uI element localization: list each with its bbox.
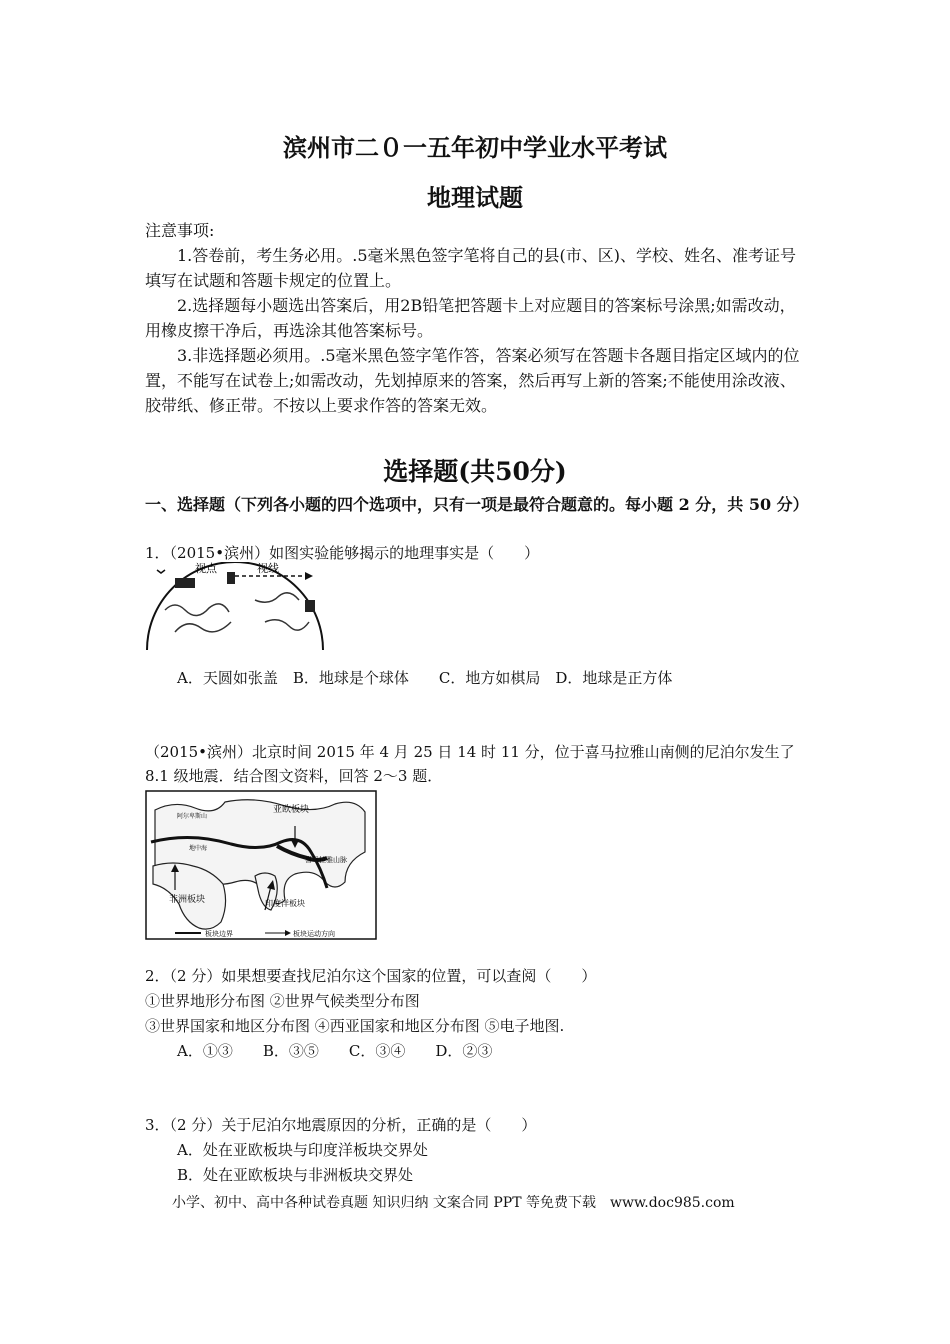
q2-choices-line-1: ①世界地形分布图 ②世界气候类型分布图	[145, 992, 420, 1010]
q3-stem: 3．（2 分）关于尼泊尔地震原因的分析，正确的是（ ）	[145, 1116, 537, 1134]
notice-item-3: 3.非选择题必须用。.5毫米黑色签字笔作答，答案必须写在答题卡各题目指定区域内的位置，不能写在试卷上;如需改动，先划掉原来的答案，然后再写上新的答案;不能使用涂改液、胶带纸、修正带。不按以上要求作答的答案无效。	[145, 346, 800, 415]
map-label-africa: 非洲板块	[169, 895, 206, 905]
map-label-alps: 阿尔卑斯山	[177, 813, 208, 820]
section-instruction: 一、选择题（下列各小题的四个选项中，只有一项是最符合题意的。每小题 2 分，共 50 分）	[145, 495, 809, 514]
intro-2-3: （2015•滨州）北京时间 2015 年 4 月 25 日 14 时 11 分，位于喜马拉雅山南侧的尼泊尔发生了 8.1 级地震．结合图文资料，回答 2～3 题．	[145, 743, 795, 785]
page-footer: 小学、初中、高中各种试卷真题 知识归纳 文案合同 PPT 等免费下载 www.doc985.com	[172, 1195, 735, 1211]
exam-title: 滨州市二０一五年初中学业水平考试	[283, 133, 667, 162]
q3-option-a: A．处在亚欧板块与印度洋板块交界处	[177, 1141, 428, 1159]
map-label-himalaya: 喜马拉雅山脉	[305, 856, 347, 864]
q1-figure-viewpoint-label: 视点	[195, 562, 217, 575]
exam-subtitle: 地理试题	[427, 183, 523, 212]
q1-options: A．天圆如张盖 B．地球是个球体 C．地方如棋局 D．地球是正方体	[177, 669, 673, 687]
map-legend-motion: 板块运动方向	[293, 930, 335, 938]
q1-stem: 1．（2015•滨州）如图实验能够揭示的地理事实是（ ）	[145, 544, 540, 562]
q2-choices-line-2: ③世界国家和地区分布图 ④西亚国家和地区分布图 ⑤电子地图.	[145, 1017, 565, 1035]
section-title: 选择题(共50分)	[383, 457, 567, 486]
notice-item-1: 1.答卷前，考生务必用。.5毫米黑色签字笔将自己的县(市、区)、学校、姓名、准考证号填写在试题和答题卡规定的位置上。	[145, 246, 797, 290]
map-label-eurasia: 亚欧板块	[273, 805, 310, 815]
notice-heading: 注意事项:	[145, 221, 215, 240]
map-legend-boundary: 板块边界	[205, 930, 233, 938]
plate-map-figure	[145, 790, 377, 940]
q3-option-b: B．处在亚欧板块与非洲板块交界处	[177, 1166, 414, 1184]
q2-stem: 2．（2 分）如果想要查找尼泊尔这个国家的位置，可以查阅（ ）	[145, 967, 597, 985]
map-label-india: 印度洋板块	[265, 899, 305, 908]
q1-figure	[145, 562, 325, 650]
q1-figure-sightline-label: 视线	[257, 562, 279, 575]
notice-item-2: 2.选择题每小题选出答案后，用2B铅笔把答题卡上对应题目的答案标号涂黑;如需改动，用橡皮擦干净后，再选涂其他答案标号。	[145, 296, 796, 340]
map-label-mediterranean: 地中海	[189, 845, 208, 852]
q2-options: A．①③ B．③⑤ C．③④ D．②③	[177, 1042, 493, 1060]
